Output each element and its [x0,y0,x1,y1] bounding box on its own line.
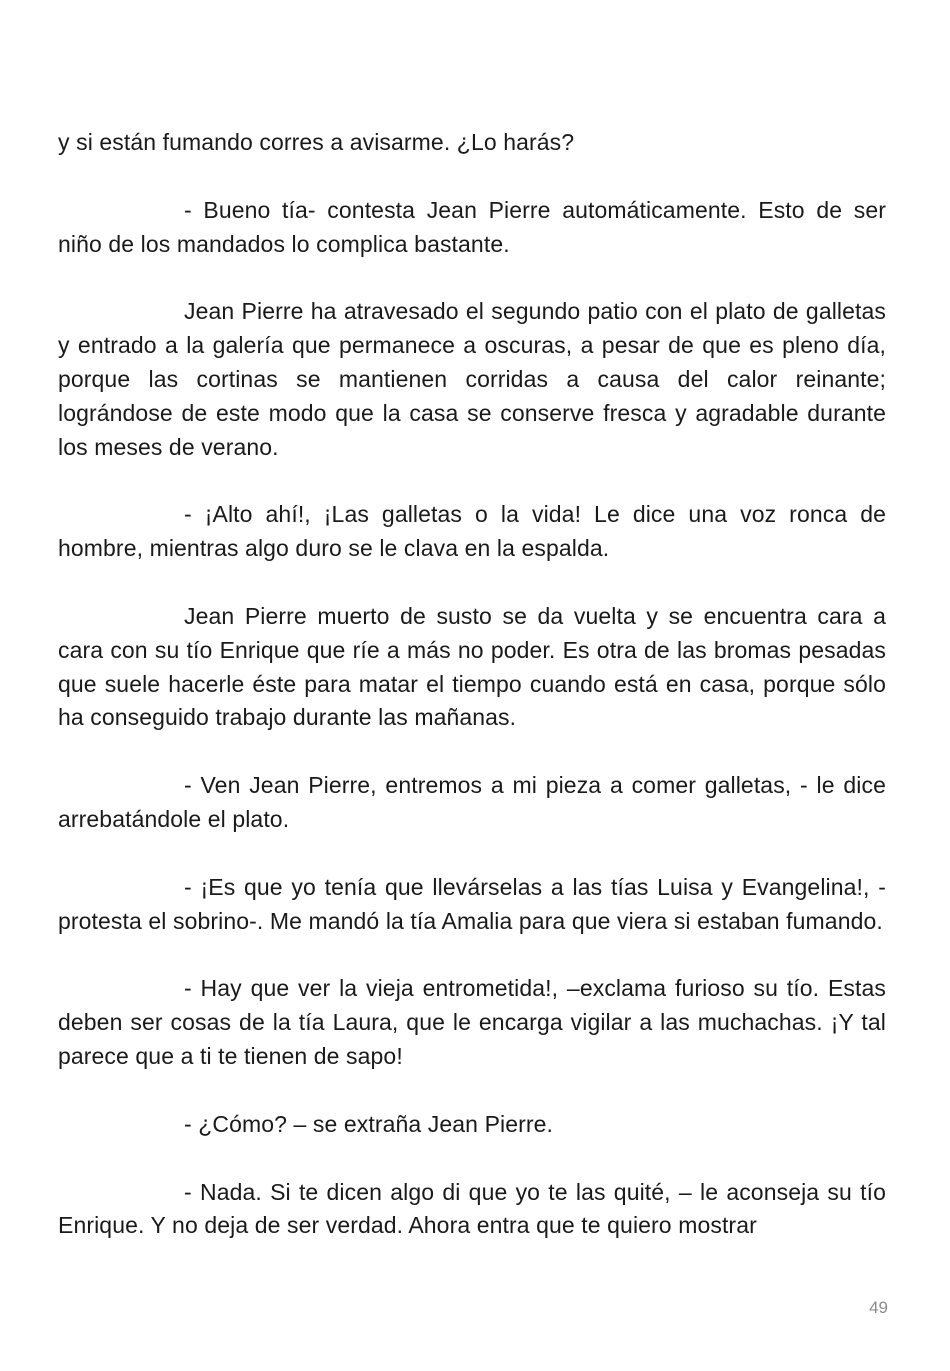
paragraph-4: - ¡Alto ahí!, ¡Las galletas o la vida! Le dice una voz ronca de hombre, mientras algo duro se le clava en la espalda. [58,501,886,562]
paragraph-5: Jean Pierre muerto de susto se da vuelta y se encuentra cara a cara con su tío Enrique que ríe a más no poder. Es otra de las bromas pesadas que suele hacerle éste para matar el tiempo cuando está en casa, porque sólo ha conseguido trabajo durante las mañanas. [58,602,886,731]
page-number: 49 [869,1298,888,1317]
paragraph-3: Jean Pierre ha atravesado el segundo patio con el plato de galletas y entrado a la galería que permanece a oscuras, a pesar de que es pleno día, porque las cortinas se mantienen corridas a causa del calor reinante; lográndose de este modo que la casa se conserve fresca y agradable durante los meses de verano. [58,298,886,460]
paragraph-6: - Ven Jean Pierre, entremos a mi pieza a comer galletas, - le dice arrebatándole el plato. [58,772,886,832]
paragraph-1: y si están fumando corres a avisarme. ¿Lo harás? [58,129,575,155]
paragraph-2: - Bueno tía- contesta Jean Pierre automáticamente. Esto de ser niño de los mandados lo complica bastante. [58,196,886,257]
paragraph-8: - Hay que ver la vieja entrometida!, –exclama furioso su tío. Estas deben ser cosas de la tía Laura, que le encarga vigilar a las muchachas. ¡Y tal parece que a ti te tienen de sapo! [58,975,886,1069]
paragraph-7: - ¡Es que yo tenía que llevárselas a las tías Luisa y Evangelina!, - protesta el sobrino-. Me mandó la tía Amalia para que viera si estaban fumando. [58,873,886,934]
paragraph-10: - Nada. Si te dicen algo di que yo te las quité, – le aconseja su tío Enrique. Y no deja de ser verdad. Ahora entra que te quiero mostrar [58,1178,886,1239]
paragraph-9: - ¿Cómo? – se extraña Jean Pierre. [184,1110,554,1137]
page-body [58,126,886,1277]
